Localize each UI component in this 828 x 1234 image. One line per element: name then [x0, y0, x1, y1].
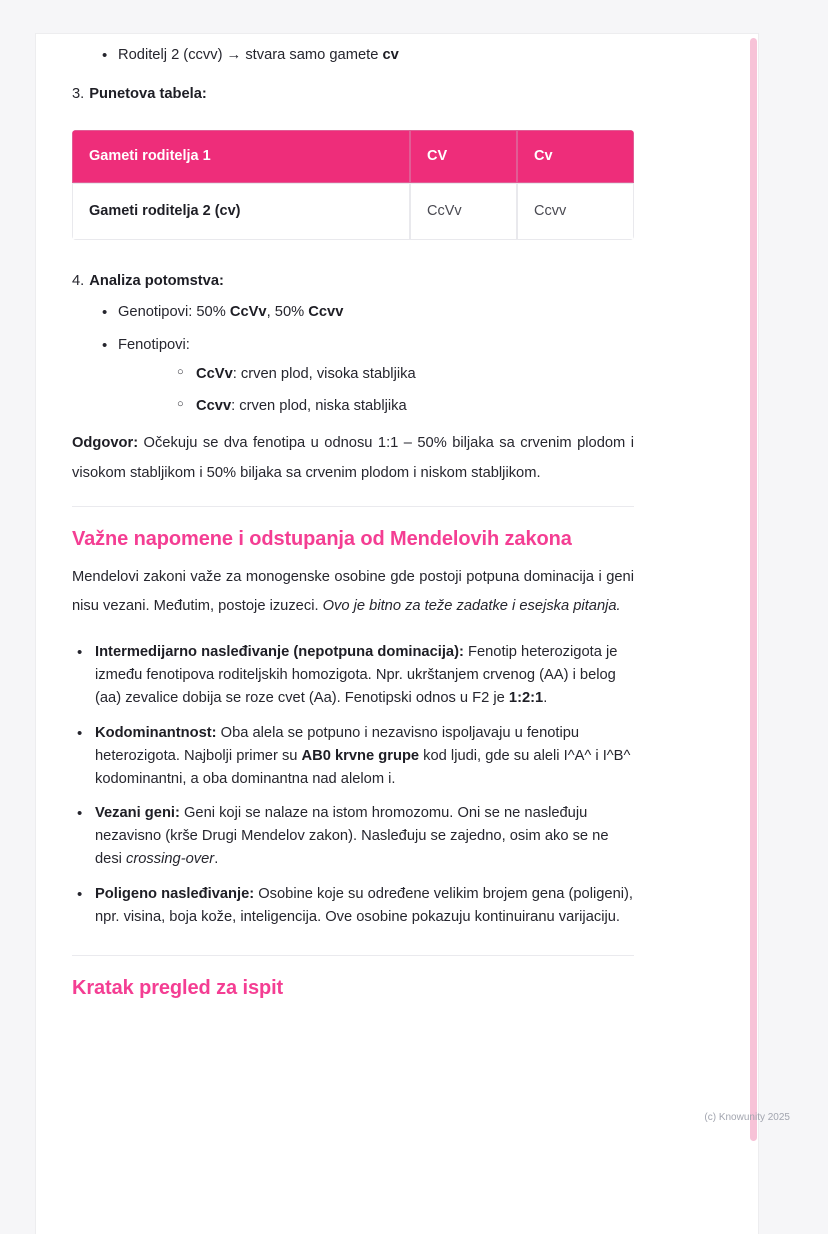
watermark: (c) Knowunity 2025 — [704, 1112, 790, 1123]
list-item — [72, 722, 634, 791]
answer-label: Odgovor: — [72, 435, 139, 452]
step-4-heading — [72, 270, 634, 293]
list-item — [72, 301, 634, 324]
bold-text: AB0 krvne grupe — [301, 747, 420, 764]
table-header-cell: Gameti roditelja 1 — [72, 130, 410, 183]
notes-intro-paragraph — [72, 563, 634, 621]
step-title: Punetova tabela: — [89, 85, 207, 102]
step-3-heading — [72, 83, 634, 106]
text-segment: Genotipovi: 50% — [118, 303, 230, 320]
list-item — [72, 44, 634, 67]
bold-text: Kodominantnost: — [95, 724, 217, 741]
bold-text: 1:2:1 — [508, 689, 544, 706]
bold-text: Ccvv — [196, 397, 232, 414]
list-item — [72, 334, 634, 418]
text-segment: Oba alela se potpuno i nezavisno ispoljavaju u fenotipu heterozigota. Najbolji primer su — [95, 724, 580, 764]
bold-text: CcVv — [229, 303, 267, 320]
document-content — [36, 34, 634, 1000]
table-header-cell: Cv — [517, 130, 634, 183]
table-header-cell: CV — [410, 130, 517, 183]
step-number: 4. — [72, 272, 85, 289]
divider — [72, 955, 634, 956]
notes-bullet-list — [72, 641, 634, 929]
list-item — [118, 395, 634, 418]
divider — [72, 506, 634, 507]
italic-text: crossing-over — [126, 851, 215, 868]
punnett-table — [72, 130, 634, 240]
text-segment: . — [543, 689, 548, 706]
table-row — [72, 183, 634, 240]
bold-text: Vezani geni: — [95, 805, 180, 822]
italic-text: Ovo je bitno za teže zadatke i esejska pitanja. — [322, 597, 621, 614]
bold-text: cv — [382, 47, 399, 63]
list-item — [72, 883, 634, 929]
text-segment: Fenotipovi: — [118, 336, 190, 353]
page-accent-bar — [750, 38, 757, 1141]
punnett-table-head — [72, 130, 634, 183]
table-header-row — [72, 130, 634, 183]
text-segment: : crven plod, niska stabljika — [231, 397, 407, 414]
list-item — [118, 363, 634, 386]
text-segment: kod ljudi, gde su aleli I^A^ i I^B^ kodominantni, a oba dominantna nad alelom i. — [95, 747, 631, 787]
document-page — [36, 34, 758, 1234]
text-segment: Mendelovi zakoni važe za monogenske osobine gde postoji potpuna dominacija i geni nisu vezani. Međutim, postoje izuzeci. — [72, 568, 634, 614]
bold-text: Intermedijarno nasleđivanje (nepotpuna dominacija): — [95, 643, 464, 660]
list-item — [72, 802, 634, 871]
text-segment: , 50% — [266, 303, 309, 320]
bold-text: Ccvv — [308, 303, 344, 320]
text-segment: Očekuju se dva fenotipa u odnosu 1:1 – 50% biljaka sa crvenim plodom i visokom stabljikom i 50% biljaka sa crvenim plodom i niskom stabljikom. — [72, 435, 634, 481]
table-cell: CcVv — [410, 183, 517, 240]
table-cell: Ccvv — [517, 183, 634, 240]
punnett-table-body — [72, 183, 634, 240]
section-heading-notes: Važne napomene i odstupanja od Mendelovih zakona — [72, 527, 572, 550]
text-segment: Geni koji se nalaze na istom hromozomu. Oni se ne nasleđuju nezavisno (krše Drugi Mendelov zakon). Nasleđuju se zajedno, osim ako se ne desi — [95, 805, 609, 868]
text-segment: Fenotip heterozigota je između fenotipova roditeljskih homozigota. Npr. ukrštanjem crvenog (AA) i belog (aa) zevalice dobija se roze cvet (Aa). Fenotipski odnos u F2 je — [95, 643, 618, 706]
text-segment: : crven plod, visoka stabljika — [232, 365, 416, 382]
step-title: Analiza potomstva: — [89, 272, 224, 289]
intro-bullet-list — [72, 44, 634, 67]
section-heading-review: Kratak pregled za ispit — [72, 977, 284, 1000]
phenotype-sub-list — [118, 363, 634, 418]
list-item — [72, 641, 634, 710]
text-segment: Roditelj 2 (ccvv) → stvara samo gamete — [118, 47, 383, 63]
bold-text: CcVv — [196, 365, 233, 382]
text-segment: . — [214, 851, 219, 868]
step-number: 3. — [72, 85, 85, 102]
table-cell: Gameti roditelja 2 (cv) — [72, 183, 410, 240]
bold-text: Poligeno nasleđivanje: — [95, 886, 255, 903]
answer-paragraph — [72, 429, 634, 487]
text-segment: Osobine koje su određene velikim brojem gena (poligeni), npr. visina, boja kože, inteligencija. Ove osobine pokazuju kontinuiranu varijaciju. — [95, 886, 633, 926]
analysis-bullet-list — [72, 301, 634, 418]
